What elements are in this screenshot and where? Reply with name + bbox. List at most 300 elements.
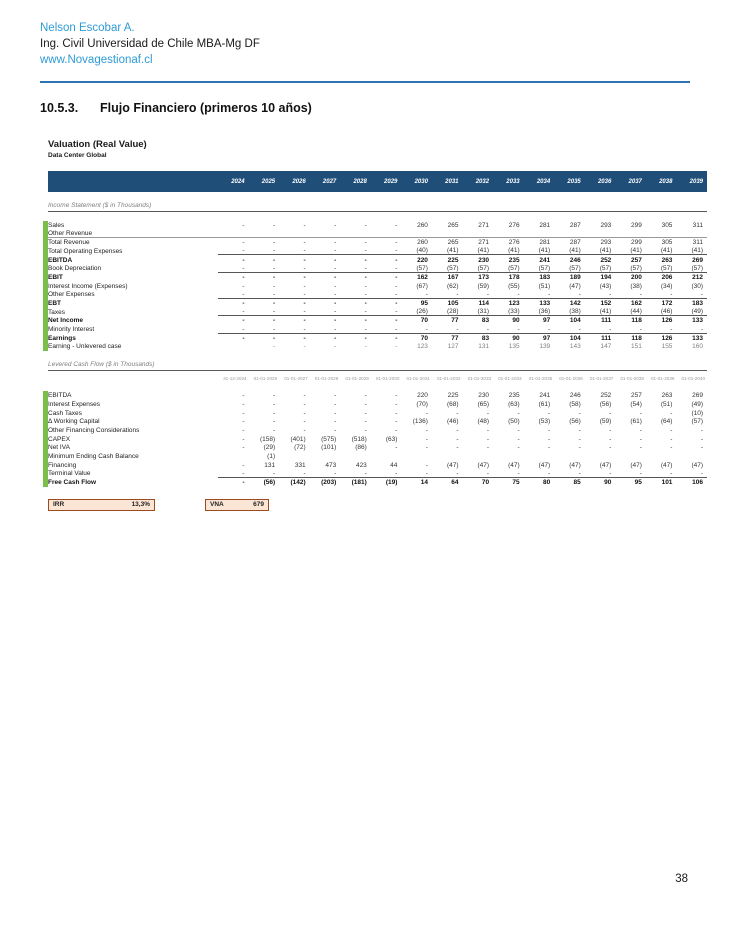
cell: 77 [451,334,459,342]
cell: 257 [631,256,642,264]
cell: 257 [631,392,642,400]
cell: 189 [569,273,581,281]
cell: 305 [661,239,673,247]
cell: - [395,392,398,400]
year-label: 2026 [292,178,306,185]
cell: - [700,444,703,452]
row-label: Total Operating Expenses [48,247,123,255]
cell: - [463,470,494,478]
cell: - [554,291,585,299]
cell: 114 [478,300,490,308]
cell: - [279,470,310,478]
cell: (47) [630,461,642,469]
date-label: 01-01-2027 [284,375,308,381]
section-heading [40,101,690,115]
table-row [48,435,707,444]
date-label: 31-12-2024 [223,375,247,381]
date-label: 01-01-2035 [528,375,553,381]
cell: (41) [554,247,585,255]
cell: - [334,343,337,351]
cell: - [432,291,463,299]
cell: - [303,282,306,290]
cell: - [493,326,524,334]
cell: (401) [290,435,306,443]
cell: - [371,265,402,273]
cell: (57) [646,265,677,273]
cell: (34) [660,282,673,290]
cell: 80 [542,479,551,487]
cell: - [334,400,337,408]
cell: (40) [401,247,432,255]
cell: - [364,317,367,325]
year-label: 2039 [689,178,703,185]
cell: - [401,326,432,334]
cell: (57) [463,265,494,273]
table-row [48,400,707,409]
cell: - [249,265,280,273]
cell: 83 [481,334,490,342]
cell: - [676,470,707,478]
cell: (57) [432,265,463,273]
cell: (101) [321,444,337,452]
cell: 183 [539,273,551,281]
cell: - [585,291,616,299]
cell: (47) [569,282,581,290]
row-label: Other Financing Considerations [48,426,140,434]
cell: 473 [325,461,337,469]
sheet-subtitle: Data Center Global [48,152,107,159]
cell: - [554,326,585,334]
cell: (38) [554,308,585,316]
year-header-row [48,171,707,192]
cell: (41) [493,247,524,255]
row-label: Minimum Ending Cash Balance [48,452,139,460]
cell: - [272,392,276,400]
row-label: Total Revenue [48,239,90,247]
cell: 133 [539,300,551,308]
cell: - [395,239,398,247]
cell: 167 [447,273,459,281]
cell: (158) [259,435,276,443]
cell: (68) [446,400,459,408]
cell: - [334,256,337,264]
cell: 173 [478,273,490,281]
cell: - [272,300,276,308]
date-label: 01-01-2030 [375,375,400,381]
cell: - [242,479,245,487]
cell: (67) [416,282,428,290]
cell: 131 [264,461,276,469]
cell: 265 [447,239,459,247]
cell: - [272,418,276,426]
cell: 118 [631,334,642,342]
cell: 83 [481,317,490,325]
row-label: Sales [48,221,65,229]
cell: - [334,239,337,247]
cell: - [279,291,310,299]
cell: - [303,221,306,229]
cell: - [334,317,337,325]
cell: 95 [634,479,642,487]
cell: - [395,400,398,408]
cell: 183 [692,300,703,308]
cell: (47) [691,461,703,469]
cell: - [249,326,280,334]
cell: - [456,435,459,443]
cell: - [242,239,245,247]
cell: - [517,409,520,417]
cell: 44 [390,461,398,469]
row-label: Earning - Unlevered case [48,343,122,351]
cell: 200 [631,273,642,281]
cell: - [272,282,276,290]
cell: - [486,426,490,434]
cell: - [371,326,402,334]
cell: - [456,426,459,434]
cell: (63) [508,400,520,408]
cell: - [670,409,673,417]
cell: - [218,291,249,299]
year-label: 2038 [659,178,673,185]
cell: - [371,247,402,255]
cell: - [456,444,459,452]
cell: - [524,291,555,299]
cell: 271 [478,221,490,229]
cell: - [303,300,306,308]
cell: - [364,282,367,290]
cell: - [639,426,642,434]
date-label: 01-01-2029 [345,375,369,381]
cell: - [401,291,432,299]
cell: (56) [263,479,276,487]
cell: 246 [569,392,581,400]
cell: (64) [660,418,673,426]
table-row [48,417,707,426]
table-row [48,426,707,435]
cell: (30) [691,282,703,290]
cell: (142) [290,479,306,487]
cell: - [310,470,341,478]
cell: 135 [508,343,520,351]
date-label: 01-01-2037 [589,375,614,381]
cell: (136) [412,418,428,426]
cell: - [364,221,367,229]
cell: - [425,409,428,417]
year-label: 2028 [353,178,367,185]
cell: 241 [539,256,551,264]
cell: 70 [420,317,428,325]
cell: - [395,282,398,290]
cell: - [463,291,494,299]
cell: (181) [351,479,367,487]
cell: - [242,400,245,408]
cell: (50) [508,418,520,426]
cell: - [676,291,707,299]
cell: - [670,444,673,452]
cell: 118 [631,317,642,325]
cell: 225 [447,392,459,400]
cell: - [334,418,337,426]
cell: 126 [661,317,673,325]
cell: - [242,273,245,281]
cell: (41) [524,247,555,255]
cell: - [615,291,646,299]
row-label: EBITDA [48,392,72,400]
row-label: Earnings [48,334,76,342]
cell: (65) [477,400,490,408]
cell: (47) [508,461,520,469]
cell: (70) [416,400,428,408]
sheet-title: Valuation (Real Value) [48,139,147,150]
cell: - [279,265,310,273]
cell: - [646,326,677,334]
cell: (57) [691,418,703,426]
year-label: 2037 [628,178,642,185]
cell: - [303,343,306,351]
cell: - [609,444,612,452]
cell: (51) [538,282,551,290]
table-row [48,409,707,418]
cell: 142 [569,300,581,308]
cell: 293 [600,221,612,229]
date-label: 01-01-2028 [314,375,339,381]
cell: 111 [601,317,612,325]
date-label: 01-01-2033 [467,375,492,381]
cell: - [425,426,428,434]
cell: - [310,308,341,316]
cell: - [364,256,367,264]
cell: - [310,265,341,273]
cell: - [272,334,276,342]
row-label: Free Cash Flow [48,479,97,487]
row-label: Δ Working Capital [48,418,100,426]
cell: - [395,273,398,281]
cell: - [340,265,371,273]
cell: - [334,392,337,400]
cell: - [364,239,367,247]
cell: (47) [569,461,581,469]
table-row [48,343,707,352]
cell: - [395,426,398,434]
cell: 97 [542,317,551,325]
cell: - [700,435,703,443]
cell: 276 [508,239,520,247]
cell: - [548,409,551,417]
cell: 131 [478,343,490,351]
year-label: 2031 [445,178,459,185]
cell: (41) [646,247,677,255]
cell: 77 [451,317,459,325]
cell: 90 [512,317,520,325]
cell: - [371,470,402,478]
irr-box [48,499,155,511]
cell: - [272,317,276,325]
cell: 64 [451,479,459,487]
cell: - [670,435,673,443]
cell: 155 [661,343,673,351]
cell: (59) [477,282,490,290]
cell: - [242,444,245,452]
cell: (55) [508,282,520,290]
table-row [48,273,707,282]
cell: - [340,291,371,299]
cell: - [432,470,463,478]
cell: (47) [599,461,612,469]
cell: - [242,221,245,229]
cell: - [364,400,367,408]
vna-value: 679 [253,501,264,509]
cell: - [364,392,367,400]
cell: 85 [573,479,581,487]
cell: - [463,326,494,334]
cell: - [334,273,337,281]
cell: - [242,334,245,342]
cell: - [425,444,428,452]
cell: (57) [615,265,646,273]
valuation-sheet [48,139,707,511]
cell: - [272,400,276,408]
cell: - [272,221,276,229]
cell: - [279,308,310,316]
cell: 123 [417,343,428,351]
website-link[interactable]: www.Novagestionaf.cl [40,54,153,66]
cell: - [395,334,398,342]
table-row [48,247,707,256]
cell: 147 [600,343,612,351]
cell: 225 [447,256,459,264]
cell: - [272,343,276,351]
cell: - [639,444,642,452]
cell: (72) [294,444,306,452]
cell: (518) [351,435,367,443]
cell: (31) [463,308,494,316]
cell: - [303,273,306,281]
cell: 263 [661,392,673,400]
table-row [48,291,707,300]
cell: (1) [267,452,276,460]
cell: 126 [661,334,673,342]
cell: 133 [692,334,703,342]
cell: (51) [660,400,673,408]
year-label: 2035 [567,178,581,185]
cell: - [493,470,524,478]
date-label: 01-01-2026 [253,375,278,381]
cell: (575) [321,435,337,443]
row-label: EBT [48,300,61,308]
cell: - [609,409,612,417]
year-label: 2036 [597,178,612,185]
cell: - [395,343,398,351]
cell: - [340,326,371,334]
row-label: CAPEX [48,435,71,443]
cell: - [646,470,677,478]
cell: (62) [446,282,459,290]
cell: - [700,426,703,434]
cell: 260 [417,221,428,229]
cell: 281 [539,239,551,247]
table-row [48,478,707,487]
date-label: 01-01-2039 [650,375,675,381]
cell: 162 [631,300,642,308]
cell: - [364,300,367,308]
cell: - [548,435,551,443]
row-label: Interest Income (Expenses) [48,282,128,290]
cell: - [340,308,371,316]
cell: - [524,326,555,334]
cell: - [242,435,245,443]
cell: - [303,409,306,417]
cell: - [548,444,551,452]
cell: - [334,334,337,342]
cell: - [670,426,673,434]
cell: - [242,282,245,290]
cell: - [425,435,428,443]
cell: (44) [615,308,646,316]
vna-box [205,499,269,511]
cell: - [517,435,520,443]
cell: 269 [692,256,703,264]
cell: - [303,418,306,426]
cell: 133 [692,317,703,325]
cell: - [242,317,245,325]
cell: - [395,221,398,229]
cell: - [218,470,249,478]
year-label: 2034 [536,178,551,185]
cell: (49) [691,400,703,408]
table-row [48,317,707,326]
cell: 95 [420,300,428,308]
cell: - [578,444,581,452]
cell: (57) [676,265,707,273]
cell: - [517,426,520,434]
document-header [0,0,730,83]
row-label: EBIT [48,273,63,281]
cell: - [334,300,337,308]
cell: 293 [600,239,612,247]
cell: 220 [417,392,428,400]
income-statement-section [48,202,707,351]
table-row [48,443,707,452]
row-label: Financing [48,461,77,469]
cell: (26) [401,308,432,316]
table-row [48,238,707,247]
cell: 151 [631,343,642,351]
year-label: 2027 [322,178,337,185]
cell: (57) [524,265,555,273]
date-label: 01-01-2036 [559,375,583,381]
cell: (63) [385,435,398,443]
table-row [48,256,707,265]
cell: - [456,409,459,417]
row-label: Net IVA [48,444,70,452]
cell: - [303,317,306,325]
cell: (57) [493,265,524,273]
cell: - [585,326,616,334]
cell: 152 [600,300,612,308]
cell: - [340,247,371,255]
levered-cash-flow-rows [48,391,707,487]
cell: (41) [615,247,646,255]
row-label: Minority Interest [48,326,95,334]
table-row [48,230,707,239]
row-label: Other Revenue [48,230,93,238]
year-label: 2033 [506,178,520,185]
cell: - [272,273,276,281]
cell: (53) [538,418,551,426]
cell: - [548,426,551,434]
cell: (41) [463,247,494,255]
cell: - [303,392,306,400]
